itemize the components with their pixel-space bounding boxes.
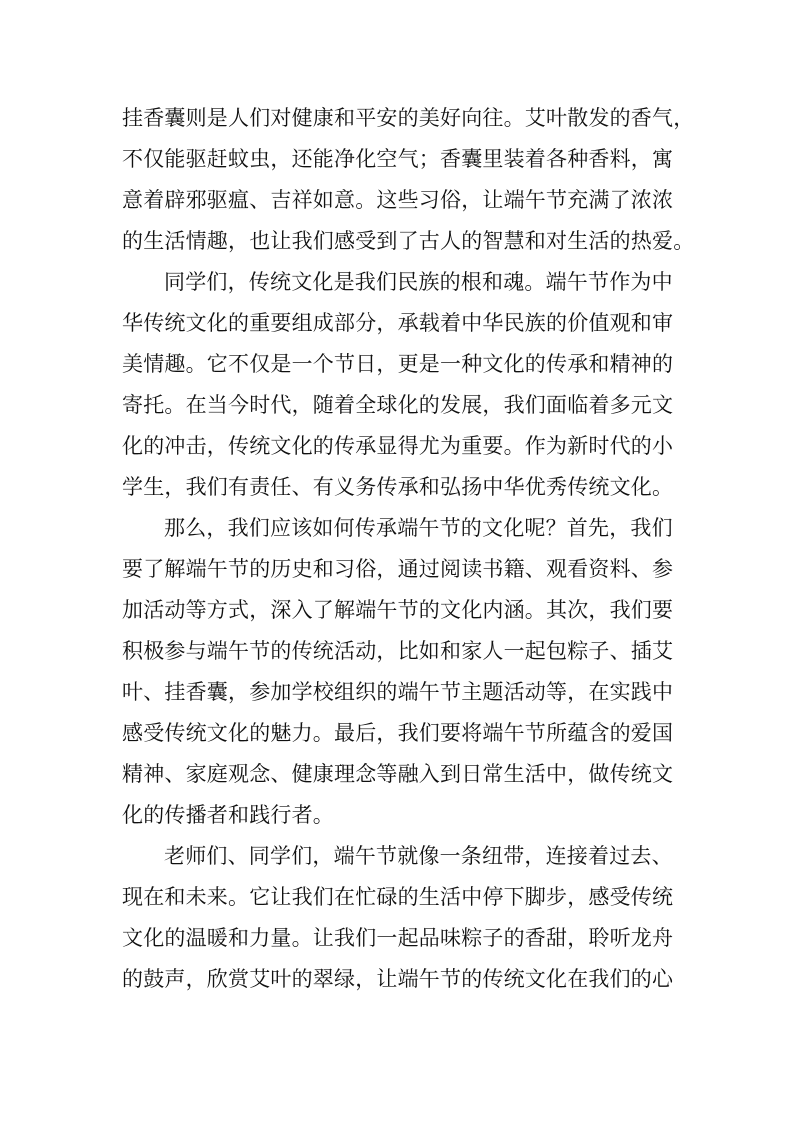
paragraph-first-line: 那么，我们应该如何传承端午节的文化呢？首先，我们 [164, 516, 673, 540]
text-line: 现在和未来。它让我们在忙碌的生活中停下脚步，感受传统 [122, 885, 674, 909]
text-line: 积极参与端午节的传统活动，比如和家人一起包粽子、插艾 [122, 639, 674, 663]
text-line: 学生，我们有责任、有义务传承和弘扬中华优秀传统文化。 [122, 475, 674, 499]
text-line: 的鼓声，欣赏艾叶的翠绿，让端午节的传统文化在我们的心 [122, 967, 674, 991]
text-line: 的生活情趣，也让我们感受到了古人的智慧和对生活的热爱。 [122, 229, 695, 253]
text-line: 文化的温暖和力量。让我们一起品味粽子的香甜，聆听龙舟 [122, 926, 674, 950]
text-line: 不仅能驱赶蚊虫，还能净化空气；香囊里装着各种香料，寓 [122, 147, 674, 171]
text-line: 美情趣。它不仅是一个节日，更是一种文化的传承和精神的 [122, 352, 674, 376]
text-line: 加活动等方式，深入了解端午节的文化内涵。其次，我们要 [122, 598, 674, 622]
paragraph-first-line: 同学们，传统文化是我们民族的根和魂。端午节作为中 [164, 270, 673, 294]
text-line: 意着辟邪驱瘟、吉祥如意。这些习俗，让端午节充满了浓浓 [122, 188, 674, 212]
text-line: 挂香囊则是人们对健康和平安的美好向往。艾叶散发的香气， [122, 106, 695, 130]
text-line: 化的冲击，传统文化的传承显得尤为重要。作为新时代的小 [122, 434, 674, 458]
text-line: 叶、挂香囊，参加学校组织的端午节主题活动等，在实践中 [122, 680, 674, 704]
text-line: 要了解端午节的历史和习俗，通过阅读书籍、观看资料、参 [122, 557, 674, 581]
text-line: 精神、家庭观念、健康理念等融入到日常生活中，做传统文 [122, 762, 674, 786]
text-line: 感受传统文化的魅力。最后，我们要将端午节所蕴含的爱国 [122, 721, 674, 745]
paragraph-first-line: 老师们、同学们，端午节就像一条纽带，连接着过去、 [164, 844, 673, 868]
text-line: 华传统文化的重要组成部分，承载着中华民族的价值观和审 [122, 311, 674, 335]
text-line: 寄托。在当今时代，随着全球化的发展，我们面临着多元文 [122, 393, 674, 417]
text-line: 化的传播者和践行者。 [122, 803, 334, 827]
